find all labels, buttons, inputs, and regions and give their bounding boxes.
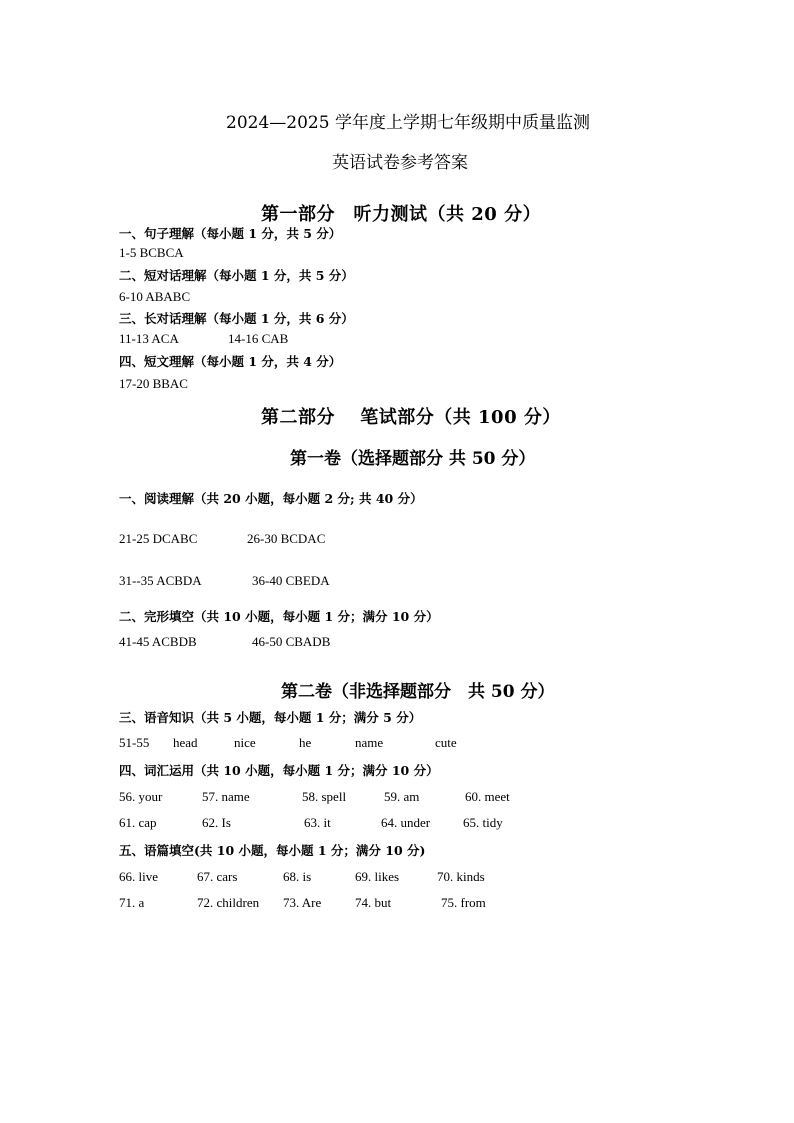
volume2-heading: 第二卷（非选择题部分 共 50 分）	[281, 682, 555, 702]
section-heading: 一、阅读理解（共 20 小题，每小题 2 分; 共 40 分）	[119, 491, 423, 506]
answer-item: 72. children	[197, 895, 260, 910]
section-heading: 二、短对话理解（每小题 1 分，共 5 分）	[119, 268, 354, 283]
answer-item: 62. Is	[202, 815, 231, 830]
answer-item: cute	[435, 735, 457, 750]
answer-item: 60. meet	[465, 789, 510, 804]
volume1-heading: 第一卷（选择题部分 共 50 分）	[290, 449, 536, 469]
section-heading: 二、完形填空（共 10 小题，每小题 1 分；满分 10 分）	[119, 609, 439, 624]
answer-group: 1-5 BCBCA	[119, 245, 184, 260]
answer-item: nice	[234, 735, 256, 750]
answer-item: 74. but	[355, 895, 392, 910]
answer-item: 71. a	[119, 895, 145, 910]
answer-item: 59. am	[384, 789, 420, 804]
answer-item: 68. is	[283, 869, 312, 884]
section-heading: 四、短文理解（每小题 1 分，共 4 分）	[119, 354, 342, 369]
answer-item: 66. live	[119, 869, 158, 884]
part2-heading: 第二部分 笔试部分（共 100 分）	[261, 407, 561, 428]
answer-item: 73. Are	[283, 895, 322, 910]
answer-group: 31--35 ACBDA	[119, 573, 202, 588]
answer-item: 70. kinds	[437, 869, 485, 884]
section-heading: 四、词汇运用（共 10 小题，每小题 1 分；满分 10 分）	[119, 763, 439, 778]
answer-item: 61. cap	[119, 815, 157, 830]
section-heading: 三、长对话理解（每小题 1 分，共 6 分）	[119, 311, 354, 326]
part1-heading: 第一部分 听力测试（共 20 分）	[261, 204, 542, 225]
answer-group: 36-40 CBEDA	[252, 573, 330, 588]
answer-group: 21-25 DCABC	[119, 531, 198, 546]
answer-group: 6-10 ABABC	[119, 289, 191, 304]
answer-item: name	[355, 735, 384, 750]
answer-item: 64. under	[381, 815, 431, 830]
document-title: 2024—2025 学年度上学期七年级期中质量监测	[226, 113, 590, 133]
section-heading: 五、语篇填空(共 10 小题，每小题 1 分；满分 10 分)	[119, 843, 426, 858]
answer-item: 65. tidy	[463, 815, 503, 830]
answer-item: 67. cars	[197, 869, 238, 884]
answer-item: he	[299, 735, 312, 750]
answer-group: 11-13 ACA	[119, 331, 179, 346]
answer-group: 46-50 CBADB	[252, 634, 331, 649]
answer-item: 58. spell	[302, 789, 347, 804]
answer-group: 17-20 BBAC	[119, 376, 188, 391]
answer-group: 26-30 BCDAC	[247, 531, 326, 546]
answer-item: 56. your	[119, 789, 163, 804]
answer-item: head	[173, 735, 198, 750]
section-heading: 三、语音知识（共 5 小题，每小题 1 分；满分 5 分）	[119, 710, 422, 725]
section-heading: 一、句子理解（每小题 1 分，共 5 分）	[119, 226, 342, 241]
answer-item: 51-55	[119, 735, 150, 750]
answer-group: 14-16 CAB	[228, 331, 289, 346]
answer-item: 69. likes	[355, 869, 400, 884]
answer-item: 57. name	[202, 789, 250, 804]
document-subtitle: 英语试卷参考答案	[332, 153, 468, 173]
answer-group: 41-45 ACBDB	[119, 634, 197, 649]
answer-item: 63. it	[304, 815, 331, 830]
answer-item: 75. from	[441, 895, 486, 910]
